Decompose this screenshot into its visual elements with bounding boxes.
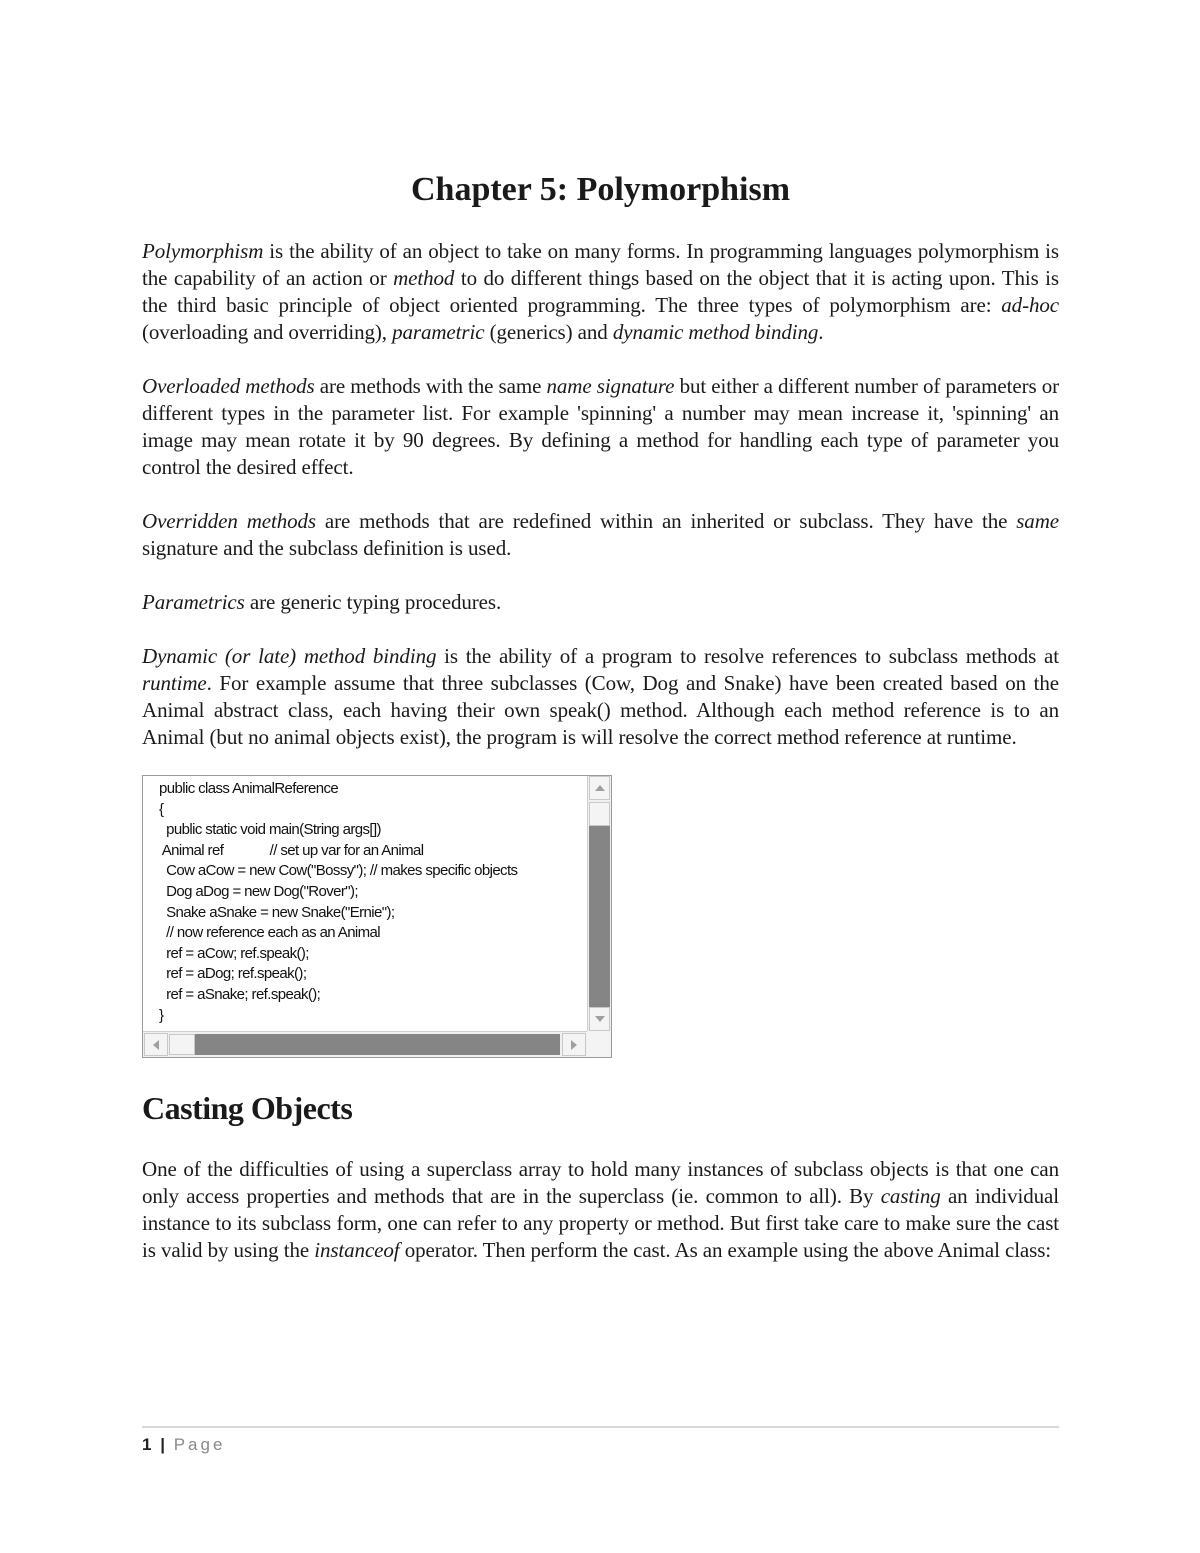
text-run: are generic typing procedures. <box>244 590 502 614</box>
text-run: operator. Then perform the cast. As an example using the above Animal class: <box>399 1238 1052 1262</box>
page-number: 1 <box>142 1435 152 1454</box>
scroll-down-button[interactable] <box>589 1007 610 1031</box>
code-line: Animal ref // set up var for an Animal <box>159 841 424 859</box>
vertical-scroll-track[interactable] <box>589 826 610 1007</box>
footer-separator: | <box>160 1435 165 1454</box>
emphasis-term: same <box>1016 509 1059 533</box>
emphasis-term: Polymorphism <box>142 239 264 263</box>
triangle-up-icon <box>594 784 606 792</box>
emphasis-term: Overloaded methods <box>142 374 315 398</box>
text-run: is the ability of an object to take on many forms. In programming languages polymorphism is the capability of an action or <box>142 239 1059 290</box>
paragraph-overloaded-methods <box>142 373 1059 481</box>
scroll-left-button[interactable] <box>144 1033 168 1056</box>
code-listing-box[interactable] <box>142 775 612 1058</box>
emphasis-term: instanceof <box>314 1238 400 1262</box>
horizontal-scroll-track[interactable] <box>195 1034 560 1055</box>
text-run: . <box>818 320 824 344</box>
footer-divider <box>142 1426 1059 1428</box>
code-line: } <box>159 1006 164 1024</box>
vertical-scrollbar[interactable] <box>587 776 611 1031</box>
vertical-scroll-thumb[interactable] <box>589 802 610 826</box>
scroll-right-button[interactable] <box>562 1033 586 1056</box>
emphasis-term: ad-hoc <box>1001 293 1059 317</box>
emphasis-term: dynamic method binding <box>612 320 819 344</box>
code-line: Cow aCow = new Cow("Bossy"); // makes specific objects <box>159 862 518 880</box>
text-run: are methods that are redefined within an inherited or subclass. They have the <box>316 509 1017 533</box>
emphasis-term: casting <box>880 1184 941 1208</box>
text-run: to do different things based on the object that it is acting upon. This is the third basic principle of object oriented programming. The three types of polymorphism are: <box>142 266 1059 317</box>
chapter-title: Chapter 5: Polymorphism <box>410 171 791 208</box>
emphasis-term: Dynamic (or late) method binding <box>142 644 437 668</box>
paragraph-parametrics <box>142 589 1059 616</box>
paragraph-polymorphism <box>142 238 1059 346</box>
text-run: One of the difficulties of using a superclass array to hold many instances of subclass objects is that one can only access properties and methods that are in the superclass (ie. common to all). By <box>142 1157 1059 1208</box>
text-run: . For example assume that three subclasses (Cow, Dog and Snake) have been created based on the Animal abstract class, each having their own speak() method. Although each method reference is to an Animal (but no animal objects exist), the program is will resolve the correct method reference at runtime. <box>142 671 1059 749</box>
scroll-up-button[interactable] <box>589 776 610 800</box>
horizontal-scrollbar[interactable] <box>143 1031 588 1057</box>
code-line: // now reference each as an Animal <box>159 924 381 942</box>
emphasis-term: Parametrics <box>142 590 245 614</box>
triangle-right-icon <box>570 1039 578 1051</box>
emphasis-term: parametric <box>392 320 485 344</box>
paragraph-overridden-methods <box>142 508 1059 562</box>
code-line: public static void main(String args[]) <box>159 821 381 839</box>
emphasis-term: method <box>393 266 455 290</box>
emphasis-term: runtime <box>142 671 207 695</box>
code-line: public class AnimalReference <box>159 780 339 797</box>
document-body <box>142 170 1059 1264</box>
page-footer <box>142 1433 225 1457</box>
text-run: but either a different number of parameters or different types in the parameter list. For example 'spinning' a number may mean increase it, 'spinning' an image may mean rotate it by 90 degrees. By defining a method for handling each type of parameter you control the desired effect. <box>142 374 1059 479</box>
code-text-area[interactable] <box>146 779 586 1031</box>
paragraph-dynamic-binding <box>142 643 1059 751</box>
triangle-down-icon <box>594 1015 606 1023</box>
triangle-left-icon <box>152 1039 160 1051</box>
text-run: is the ability of a program to resolve references to subclass methods at <box>436 644 1059 668</box>
horizontal-scroll-thumb[interactable] <box>169 1034 195 1055</box>
text-run: are methods with the same <box>314 374 547 398</box>
section-title-casting-objects: Casting Objects <box>142 1090 353 1126</box>
code-line: ref = aDog; ref.speak(); <box>159 965 307 983</box>
code-line: { <box>159 800 164 818</box>
text-run: (generics) and <box>484 320 613 344</box>
text-run: an individual instance to its subclass form, one can refer to any property or method. But first take care to make sure the cast is valid by using the <box>142 1184 1059 1262</box>
emphasis-term: Overridden methods <box>142 509 316 533</box>
scrollbar-corner <box>587 1031 611 1057</box>
text-run: (overloading and overriding), <box>142 320 393 344</box>
code-line: ref = aCow; ref.speak(); <box>159 944 309 962</box>
emphasis-term: name signature <box>546 374 675 398</box>
code-line: Snake aSnake = new Snake("Ernie"); <box>159 903 395 921</box>
code-line: ref = aSnake; ref.speak(); <box>159 985 321 1003</box>
text-run: signature and the subclass definition is used. <box>142 536 512 560</box>
code-line: Dog aDog = new Dog("Rover"); <box>159 882 358 900</box>
paragraph-casting <box>142 1156 1059 1264</box>
page-label: Page <box>173 1435 226 1454</box>
